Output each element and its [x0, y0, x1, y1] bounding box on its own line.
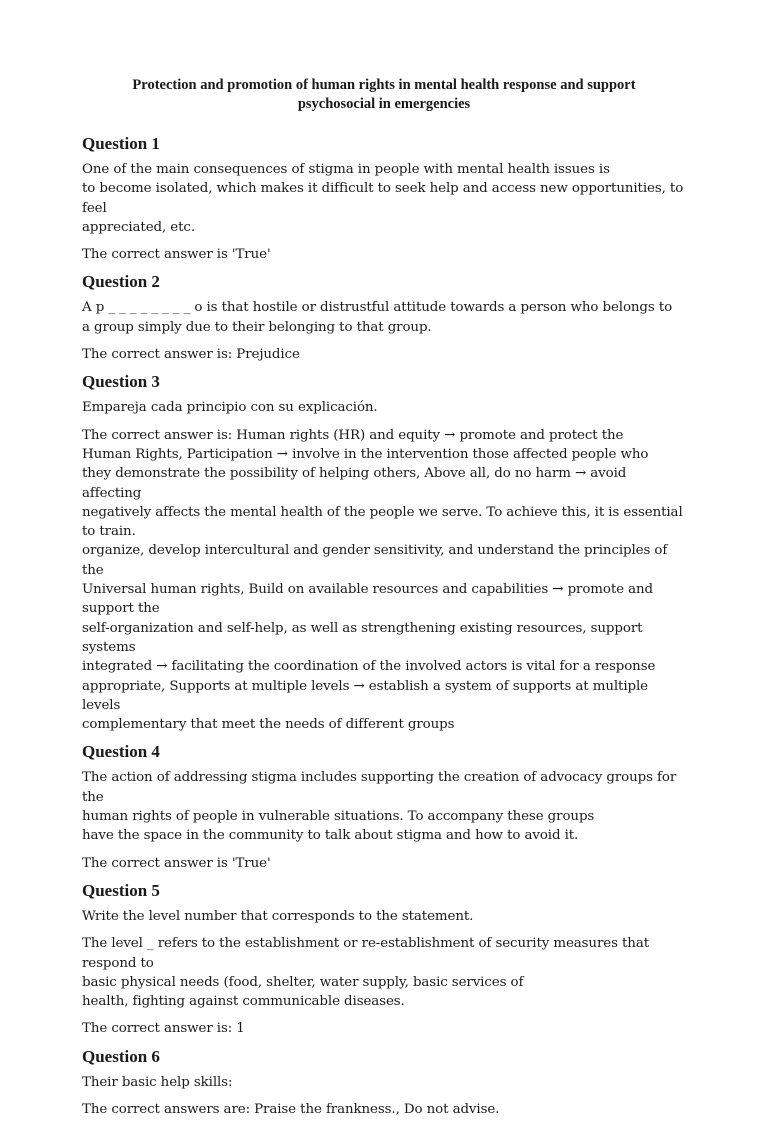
question-text: Their basic help skills: — [82, 1074, 233, 1090]
document-page — [82, 76, 686, 1127]
question-text: Empareja cada principio con su explicación. — [82, 400, 378, 416]
question-block-2 — [82, 272, 686, 364]
question-heading: Question 6 — [82, 1046, 160, 1066]
question-block-4 — [82, 742, 686, 872]
question-text: The action of addressing stigma includes supporting the creation of advocacy groups for the human rights of people in vulnerable situations. To accompany these groups have the space in the community to talk about stigma and how to avoid it. — [82, 770, 677, 844]
question-heading: Question 4 — [82, 742, 160, 762]
correct-answer: The correct answer is: Human rights (HR) and equity → promote and protect the Human Rights, Participation → involve in the intervention those affected people who they demonstrate the possibility of helping others, Above all, do no harm → avoid affecting negatively affects the mental health of the people we serve. To achieve this, it is essential to train. organize, develop intercultural and gender sensitivity, and understand the principles of the Universal human rights, Build on available resources and capabilities → promote and support the self-organization and self-help, as well as strengthening existing resources, support systems integrated → facilitating the coordination of the involved actors is vital for a response appropriate, Supports at multiple levels → establish a system of supports at multiple levels complementary that meet the needs of different groups — [82, 427, 683, 733]
question-heading: Question 1 — [82, 134, 160, 153]
question-block-5 — [82, 881, 686, 1039]
correct-answer: The correct answers are: Praise the frankness., Do not advise. — [82, 1101, 500, 1117]
question-instruction: Write the level number that corresponds to the statement. — [82, 908, 474, 924]
correct-answer: The correct answer is 'True' — [82, 247, 271, 263]
correct-answer: The correct answer is: 1 — [82, 1021, 245, 1037]
question-heading: Question 3 — [82, 372, 160, 392]
correct-answer: The correct answer is 'True' — [82, 855, 271, 871]
document-title: Protection and promotion of human rights in mental health response and support psychosocial in emergencies — [132, 77, 636, 112]
question-block-6 — [82, 1047, 686, 1120]
correct-answer: The correct answer is: Prejudice — [82, 347, 300, 363]
question-text: The level _ refers to the establishment or re-establishment of security measures that respond to basic physical needs (food, shelter, water supply, basic services of health, fighting against communicable diseases. — [82, 936, 649, 1010]
question-heading: Question 5 — [82, 880, 160, 900]
question-block-1 — [82, 134, 686, 264]
question-block-3 — [82, 372, 686, 734]
question-text: A p _ _ _ _ _ _ _ _ o is that hostile or distrustful attitude towards a person who belongs to a group simply due to their belonging to that group. — [82, 300, 673, 335]
question-heading: Question 2 — [82, 272, 160, 292]
question-text: One of the main consequences of stigma in people with mental health issues is to become isolated, which makes it difficult to seek help and access new opportunities, to feel appreciated, etc. — [82, 162, 684, 235]
